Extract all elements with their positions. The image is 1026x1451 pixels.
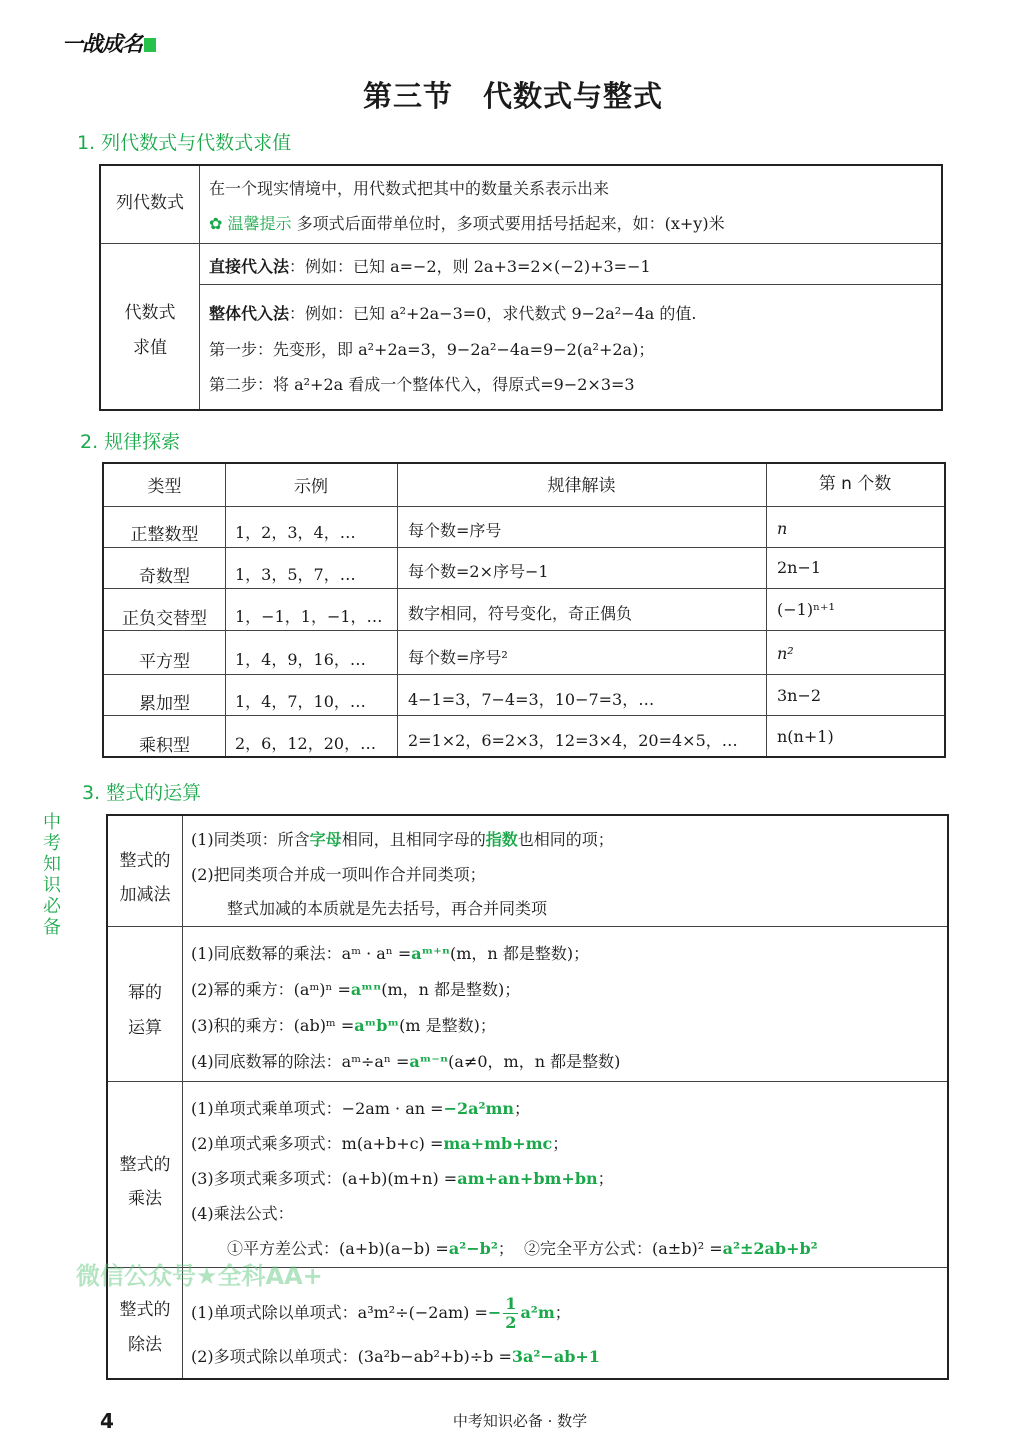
div-rule-2: (2)多项式除以单项式：(3a²b−ab²+b)÷b =3a²−ab+1 xyxy=(191,1347,600,1366)
cell-type: 正整数型 xyxy=(130,525,199,545)
power-rule-2: (2)幂的乘方：(aᵐ)ⁿ =aᵐⁿ(m，n 都是整数)； xyxy=(191,980,521,999)
row-head-mult: 整式的 xyxy=(119,1155,171,1175)
brand-logo xyxy=(62,28,156,58)
add-rule-2: (2)把同类项合并成一项叫作合并同类项； xyxy=(191,865,486,884)
logo-badge xyxy=(144,38,156,52)
cell-example: 2，6，12，20，… xyxy=(235,734,377,753)
mult-rule-4: (4)乘法公式： xyxy=(191,1204,294,1223)
cell-nth: n xyxy=(777,519,788,538)
section-heading-1: 1. 列代数式与代数式求值 xyxy=(77,132,292,154)
cell-rule: 数字相同，符号变化，奇正偶负 xyxy=(408,604,633,623)
power-rule-1: (1)同底数幂的乘法：aᵐ · aⁿ =aᵐ⁺ⁿ(m，n 都是整数)； xyxy=(191,944,590,963)
cell-nth: 3n−2 xyxy=(777,686,822,705)
add-rule-3: 整式加减的本质就是先去括号，再合并同类项 xyxy=(227,899,548,918)
cell-type: 平方型 xyxy=(139,652,190,672)
power-rule-3: (3)积的乘方：(ab)ᵐ =aᵐbᵐ(m 是整数)； xyxy=(191,1016,496,1035)
tip-label: 温馨提示 xyxy=(227,214,292,233)
whole-label: 整体代入法 xyxy=(209,304,290,323)
col-header-example: 示例 xyxy=(294,477,328,497)
mult-rule-3: (3)多项式乘多项式：(a+b)(m+n) =am+an+bm+bn； xyxy=(191,1169,614,1188)
div-rule-1: (1)单项式除以单项式：a³m²÷(−2am) =− $\frac{1}{2}$ a²m； xyxy=(191,1294,571,1332)
row-head-add-2: 加减法 xyxy=(119,885,171,905)
step-two: 第二步：将 a²+2a 看成一个整体代入，得原式=9−2×3=3 xyxy=(209,375,635,394)
table-pattern-exploration xyxy=(102,462,946,758)
footer-text: 中考知识必备 · 数学 xyxy=(452,1412,588,1430)
cell-example: 1，4，7，10，… xyxy=(235,692,366,711)
mult-rule-1: (1)单项式乘单项式：−2am · an =−2a²mn； xyxy=(191,1099,531,1118)
row-head-write-expression: 列代数式 xyxy=(116,193,184,213)
row-head-power: 幂的 xyxy=(128,983,162,1003)
table-algebraic-expressions xyxy=(99,164,943,411)
logo-text: 一战成名 xyxy=(62,32,142,56)
col-header-type: 类型 xyxy=(147,477,182,497)
page-number: 4 xyxy=(100,1409,114,1433)
row-head-evaluate: 代数式 xyxy=(124,303,176,323)
row-head-power-2: 运算 xyxy=(128,1018,162,1038)
cell-rule: 每个数=序号 xyxy=(408,521,502,540)
direct-label: 直接代入法 xyxy=(209,257,290,276)
cell-rule: 4−1=3，7−4=3，10−7=3，… xyxy=(408,690,655,709)
cell-type: 正负交替型 xyxy=(122,609,207,629)
row-head-add: 整式的 xyxy=(119,851,171,871)
cell-type: 奇数型 xyxy=(139,567,190,587)
cell-rule: 每个数=2×序号−1 xyxy=(408,562,549,581)
write-expression-definition: 在一个现实情境中，用代数式把其中的数量关系表示出来 xyxy=(209,179,610,198)
table-polynomial-operations xyxy=(106,814,949,1380)
whole-text: ：例如：已知 a²+2a−3=0，求代数式 9−2a²−4a 的值. xyxy=(289,304,697,323)
page-title: 第三节 代数式与整式 xyxy=(362,79,663,113)
warm-tip xyxy=(209,213,725,235)
tip-text: 多项式后面带单位时，多项式要用括号括起来，如：(x+y)米 xyxy=(296,214,725,233)
mult-formulas: ①平方差公式：(a+b)(a−b) =a²−b²； ②完全平方公式：(a±b)² =a²±2ab+b² xyxy=(227,1239,818,1258)
tip-icon: ✿ xyxy=(209,214,228,233)
mult-rule-2: (2)单项式乘多项式：m(a+b+c) =ma+mb+mc； xyxy=(191,1134,569,1153)
section-heading-3: 3. 整式的运算 xyxy=(82,782,202,804)
col-header-rule: 规律解读 xyxy=(547,476,616,496)
side-label: 中考知识必备 xyxy=(43,812,61,938)
cell-example: 1，2，3，4，… xyxy=(235,523,356,542)
direct-substitution xyxy=(209,256,651,278)
direct-text: ：例如：已知 a=−2，则 2a+3=2×(−2)+3=−1 xyxy=(289,257,651,276)
col-header-nth: 第 n 个数 xyxy=(818,474,892,494)
add-rule-1: (1)同类项：所含字母相同，且相同字母的指数也相同的项； xyxy=(191,830,614,849)
power-rule-4: (4)同底数幂的除法：aᵐ÷aⁿ =aᵐ⁻ⁿ(a≠0，m，n 都是整数) xyxy=(191,1052,621,1071)
row-head-div: 整式的 xyxy=(119,1300,171,1320)
whole-substitution xyxy=(209,303,696,325)
row-head-div-2: 除法 xyxy=(128,1335,162,1355)
section-heading-2: 2. 规律探索 xyxy=(80,431,181,453)
row-head-mult-2: 乘法 xyxy=(128,1189,162,1209)
cell-example: 1，−1，1，−1，… xyxy=(235,607,383,626)
cell-example: 1，3，5，7，… xyxy=(235,565,356,584)
cell-nth: n² xyxy=(777,644,794,663)
step-one: 第一步：先变形，即 a²+2a=3，9−2a²−4a=9−2(a²+2a)； xyxy=(209,340,655,359)
cell-type: 乘积型 xyxy=(139,736,190,756)
cell-example: 1，4，9，16，… xyxy=(235,650,366,669)
cell-rule: 2=1×2，6=2×3，12=3×4，20=4×5，… xyxy=(408,731,738,750)
cell-nth: 2n−1 xyxy=(777,558,822,577)
cell-rule: 每个数=序号² xyxy=(408,648,508,667)
row-head-evaluate-2: 求值 xyxy=(133,338,167,358)
cell-nth: (−1)ⁿ⁺¹ xyxy=(777,600,835,619)
watermark: 微信公众号★全科AA+ xyxy=(76,1262,323,1290)
cell-type: 累加型 xyxy=(139,694,190,714)
cell-nth: n(n+1) xyxy=(777,727,834,746)
